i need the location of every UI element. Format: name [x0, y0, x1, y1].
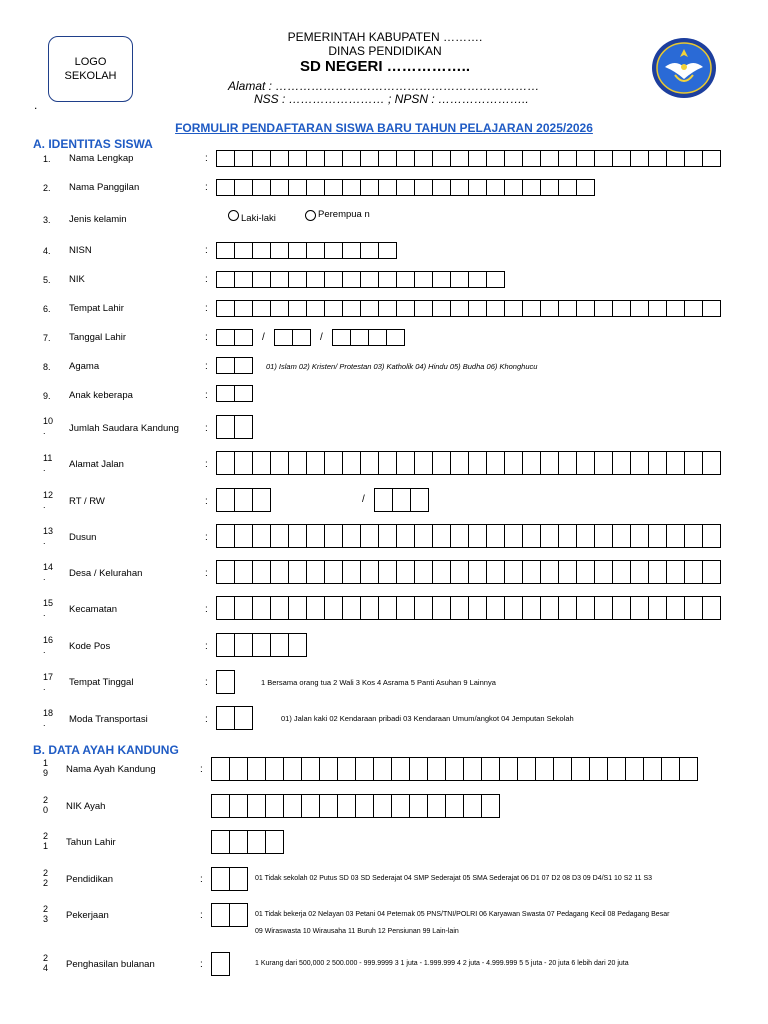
nik-ayah-input[interactable]	[211, 794, 499, 818]
field-number: 11 .	[43, 453, 53, 473]
stray-dot: .	[34, 98, 38, 112]
field-row-tempat-tinggal	[0, 670, 768, 694]
colon: :	[205, 714, 208, 725]
field-number: 9.	[43, 391, 51, 401]
tut-wuri-handayani-emblem-icon	[651, 37, 717, 99]
header-address: Alamat : …………………………………………………………	[228, 79, 540, 93]
field-label: Moda Transportasi	[69, 714, 148, 725]
field-label: Agama	[69, 361, 100, 372]
date-separator: /	[320, 332, 323, 343]
field-label: Pekerjaan	[66, 910, 109, 921]
field-number: 4.	[43, 246, 51, 256]
field-row-kode-pos	[0, 633, 768, 657]
pekerjaan-input[interactable]	[211, 903, 247, 927]
date-separator: /	[262, 332, 265, 343]
jumlah-saudara-input[interactable]	[216, 415, 252, 439]
field-row-nama-panggilan	[0, 179, 768, 203]
colon: :	[205, 496, 208, 507]
field-label: NIK	[69, 274, 85, 285]
field-row-rt-rw	[0, 488, 768, 512]
colon: :	[205, 604, 208, 615]
field-label: Penghasilan bulanan	[66, 959, 155, 970]
header-government: PEMERINTAH KABUPATEN ……….	[287, 30, 483, 44]
colon: :	[205, 332, 208, 343]
section-a-heading: A. IDENTITAS SISWA	[33, 137, 153, 151]
colon: :	[205, 274, 208, 285]
colon: :	[205, 361, 208, 372]
field-label: Dusun	[69, 532, 97, 543]
colon: :	[205, 532, 208, 543]
radio-laki-laki[interactable]	[228, 210, 239, 221]
field-row-nisn	[0, 242, 768, 266]
colon: :	[205, 245, 208, 256]
desa-kelurahan-input[interactable]	[216, 560, 720, 584]
field-number: 5.	[43, 275, 51, 285]
radio-label-laki-laki: Laki-laki	[241, 213, 276, 224]
field-number: 8.	[43, 362, 51, 372]
section-b-heading: B. DATA AYAH KANDUNG	[33, 743, 179, 757]
anak-keberapa-input[interactable]	[216, 385, 252, 402]
colon: :	[200, 764, 203, 775]
colon: :	[205, 568, 208, 579]
colon: :	[205, 641, 208, 652]
field-number: 1 9	[43, 758, 49, 778]
nama-lengkap-input[interactable]	[216, 150, 720, 167]
agama-input[interactable]	[216, 357, 252, 374]
field-label: Jenis kelamin	[69, 214, 127, 225]
field-number: 2 1	[43, 831, 49, 851]
field-number: 14 .	[43, 562, 54, 582]
kode-pos-input[interactable]	[216, 633, 306, 657]
tempat-lahir-input[interactable]	[216, 300, 720, 317]
field-number: 3.	[43, 215, 51, 225]
moda-transportasi-options-hint: 01) Jalan kaki 02 Kendaraan pribadi 03 Kendaraan Umum/angkot 04 Jemputan Sekolah	[281, 714, 574, 723]
nisn-input[interactable]	[216, 242, 396, 259]
field-row-tanggal-lahir	[0, 329, 768, 353]
field-row-nik-ayah	[0, 794, 768, 818]
radio-label-perempuan: Perempua n	[318, 209, 370, 220]
colon: :	[205, 182, 208, 193]
colon: :	[205, 390, 208, 401]
field-label: Tahun Lahir	[66, 837, 116, 848]
field-label: Kode Pos	[69, 641, 111, 652]
kecamatan-input[interactable]	[216, 596, 720, 620]
field-number: 2 3	[43, 904, 49, 924]
field-row-penghasilan	[0, 952, 768, 976]
field-number: 12 .	[43, 490, 54, 510]
alamat-jalan-input[interactable]	[216, 451, 720, 475]
field-row-agama	[0, 357, 768, 381]
header-nss-npsn: NSS : …………………… ; NPSN : …………………..	[254, 92, 529, 106]
field-row-pendidikan	[0, 867, 768, 891]
field-row-nama-ayah	[0, 757, 768, 781]
logo-text-line2: SEKOLAH	[64, 70, 117, 82]
rt-rw-separator: /	[362, 494, 365, 505]
colon: :	[205, 423, 208, 434]
field-number: 7.	[43, 333, 51, 343]
field-number: 17 .	[43, 672, 54, 692]
colon: :	[205, 153, 208, 164]
pendidikan-options-hint: 01 Tidak sekolah 02 Putus SD 03 SD Sederajat 04 SMP Sederajat 05 SMA Sederajat 06 D1 07 D2 08 D3 09 D4/S1 10 S2 11 S3	[255, 875, 653, 882]
pendidikan-input[interactable]	[211, 867, 247, 891]
field-label: Desa / Kelurahan	[69, 568, 143, 579]
logo-text-line1: LOGO	[74, 56, 107, 68]
agama-options-hint: 01) Islam 02) Kristen/ Protestan 03) Katholik 04) Hindu 05) Budha 06) Khonghucu	[266, 362, 538, 371]
nama-panggilan-input[interactable]	[216, 179, 594, 196]
field-number: 2 0	[43, 795, 49, 815]
nama-ayah-input[interactable]	[211, 757, 697, 781]
field-label: NIK Ayah	[66, 801, 106, 812]
nik-input[interactable]	[216, 271, 504, 288]
field-label: Kecamatan	[69, 604, 118, 615]
pekerjaan-options-hint-line1: 01 Tidak bekerja 02 Nelayan 03 Petani 04 Peternak 05 PNS/TNI/POLRI 06 Karyawan Swasta 07 Pedagang Kecil 08 Pedagang Besar	[255, 911, 670, 918]
field-row-kecamatan	[0, 596, 768, 620]
form-title: FORMULIR PENDAFTARAN SISWA BARU TAHUN PELAJARAN 2025/2026	[175, 121, 593, 135]
field-label: Jumlah Saudara Kandung	[69, 423, 179, 434]
field-label: Tempat Lahir	[69, 303, 124, 314]
field-label: Nama Panggilan	[69, 182, 140, 193]
penghasilan-options-hint: 1 Kurang dari 500,000 2 500.000 - 999.9999 3 1 juta - 1.999.999 4 2 juta - 4.999.999 5 5 juta - 20 juta 6 lebih dari 20 juta	[255, 960, 629, 967]
tahun-lahir-input[interactable]	[211, 830, 283, 854]
field-label: Tempat Tinggal	[69, 677, 134, 688]
field-label: Nama Lengkap	[69, 153, 134, 164]
pekerjaan-options-hint-line2: 09 Wiraswasta 10 Wirausaha 11 Buruh 12 Pensiunan 99 Lain-lain	[255, 928, 459, 935]
tempat-tinggal-options-hint: 1 Bersama orang tua 2 Wali 3 Kos 4 Asrama 5 Panti Asuhan 9 Lainnya	[261, 678, 496, 687]
field-row-nama-lengkap	[0, 150, 768, 174]
rw-input[interactable]	[374, 488, 428, 512]
field-row-desa-kelurahan	[0, 560, 768, 584]
field-row-tahun-lahir	[0, 830, 768, 854]
colon: :	[205, 677, 208, 688]
colon: :	[205, 459, 208, 470]
field-label: Anak keberapa	[69, 390, 133, 401]
field-row-nik	[0, 271, 768, 295]
field-label: RT / RW	[69, 496, 105, 507]
field-row-tempat-lahir	[0, 300, 768, 324]
field-row-alamat-jalan	[0, 451, 768, 475]
field-row-moda-transportasi	[0, 706, 768, 730]
colon: :	[200, 874, 203, 885]
field-label: Pendidikan	[66, 874, 114, 885]
field-label: Alamat Jalan	[69, 459, 124, 470]
field-row-dusun	[0, 524, 768, 548]
field-row-jenis-kelamin	[0, 208, 768, 232]
field-number: 16 .	[43, 635, 54, 655]
field-number: 2.	[43, 183, 51, 193]
header-department: DINAS PENDIDIKAN	[328, 44, 442, 58]
colon: :	[205, 303, 208, 314]
header-school-name: SD NEGERI ……………..	[299, 58, 471, 75]
field-number: 15 .	[43, 598, 54, 618]
moda-transportasi-input[interactable]	[216, 706, 252, 730]
tanggal-lahir-day-input[interactable]	[216, 329, 252, 346]
field-number: 6.	[43, 304, 51, 314]
field-number: 2 2	[43, 868, 49, 888]
field-label: Nama Ayah Kandung	[66, 764, 156, 775]
dusun-input[interactable]	[216, 524, 720, 548]
tempat-tinggal-input[interactable]	[216, 670, 234, 694]
tanggal-lahir-month-input[interactable]	[274, 329, 310, 346]
penghasilan-input[interactable]	[211, 952, 229, 976]
field-row-pekerjaan	[0, 903, 768, 937]
rt-input[interactable]	[216, 488, 270, 512]
colon: :	[200, 910, 203, 921]
field-number: 2 4	[43, 953, 49, 973]
radio-perempuan[interactable]	[305, 210, 316, 221]
field-label: Tanggal Lahir	[69, 332, 127, 343]
field-number: 1.	[43, 154, 51, 164]
school-logo-placeholder	[48, 36, 133, 102]
field-number: 13 .	[43, 526, 54, 546]
field-number: 10 .	[43, 416, 54, 436]
tanggal-lahir-year-input[interactable]	[332, 329, 404, 346]
field-row-jumlah-saudara	[0, 414, 768, 438]
field-row-anak-keberapa	[0, 385, 768, 409]
field-label: NISN	[69, 245, 92, 256]
field-number: 18 .	[43, 708, 54, 728]
colon: :	[200, 959, 203, 970]
